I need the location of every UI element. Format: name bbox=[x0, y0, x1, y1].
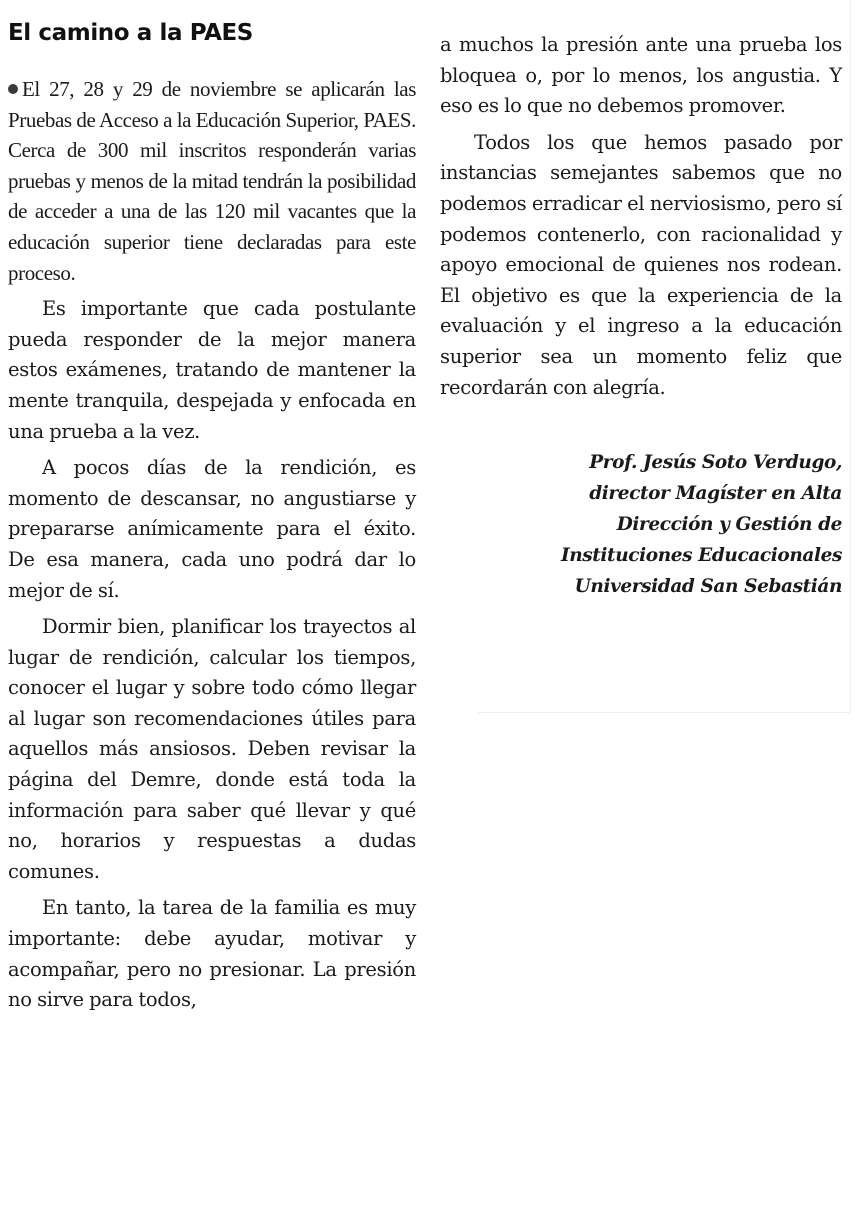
article-paragraph: Todos los que hemos pasado por instancias semejantes sabemos que no podemos erradicar el nerviosismo, pero sí podemos contenerlo, con racionalidad y apoyo emocional de quienes nos rodean. El objetivo es que la experiencia de la evaluación y el ingreso a la educación superior sea un momento feliz que recordarán con alegría. bbox=[440, 130, 842, 399]
paragraph-text: El 27, 28 y 29 de noviembre se aplicarán las Pruebas de Acceso a la Educación Superior, PAES. Cerca de 300 mil inscritos responderán varias pruebas y menos de la mitad tendrán la posibilidad de acceder a una de las 120 mil vacantes que la educación superior tiene declaradas para este proceso. bbox=[8, 77, 416, 285]
article-paragraph: Dormir bien, planificar los trayectos al lugar de rendición, calcular los tiempos, conocer el lugar y sobre todo cómo llegar al lugar son recomendaciones útiles para aquellos más ansiosos. Deben revisar la página del Demre, donde está toda la información para saber qué llevar y qué no, horarios y respuestas a dudas comunes. bbox=[8, 615, 416, 883]
right-column bbox=[440, 30, 842, 602]
signature-line: Instituciones Educacionales bbox=[560, 545, 842, 567]
article-paragraph: Es importante que cada postulante pueda responder de la mejor manera estos exámenes, tratando de mantener la mente tranquila, despejada y enfocada en una prueba a la vez. bbox=[8, 297, 416, 443]
author-signature bbox=[440, 447, 842, 602]
article-paragraph bbox=[8, 74, 416, 288]
article-paragraph: A pocos días de la rendición, es momento de descansar, no angustiarse y prepararse anímicamente para el éxito. De esa manera, cada uno podrá dar lo mejor de sí. bbox=[8, 456, 416, 602]
signature-line: Universidad San Sebastián bbox=[574, 576, 842, 598]
article-paragraph-continued: a muchos la presión ante una prueba los bloquea o, por lo menos, los angustia. Y eso es lo que no debemos promover. bbox=[440, 33, 842, 118]
box-border-right bbox=[850, 0, 851, 712]
bullet-icon bbox=[8, 84, 18, 94]
signature-line: Dirección y Gestión de bbox=[616, 514, 842, 536]
signature-line: Prof. Jesús Soto Verdugo, bbox=[589, 452, 842, 474]
signature-line: director Magíster en Alta bbox=[589, 483, 842, 505]
box-border-bottom bbox=[478, 712, 850, 713]
article-paragraph: En tanto, la tarea de la familia es muy importante: debe ayudar, motivar y acompañar, pero no presionar. La presión no sirve para todos, bbox=[8, 896, 416, 1012]
article-headline: El camino a la PAES bbox=[8, 20, 253, 46]
left-column bbox=[8, 18, 416, 1022]
